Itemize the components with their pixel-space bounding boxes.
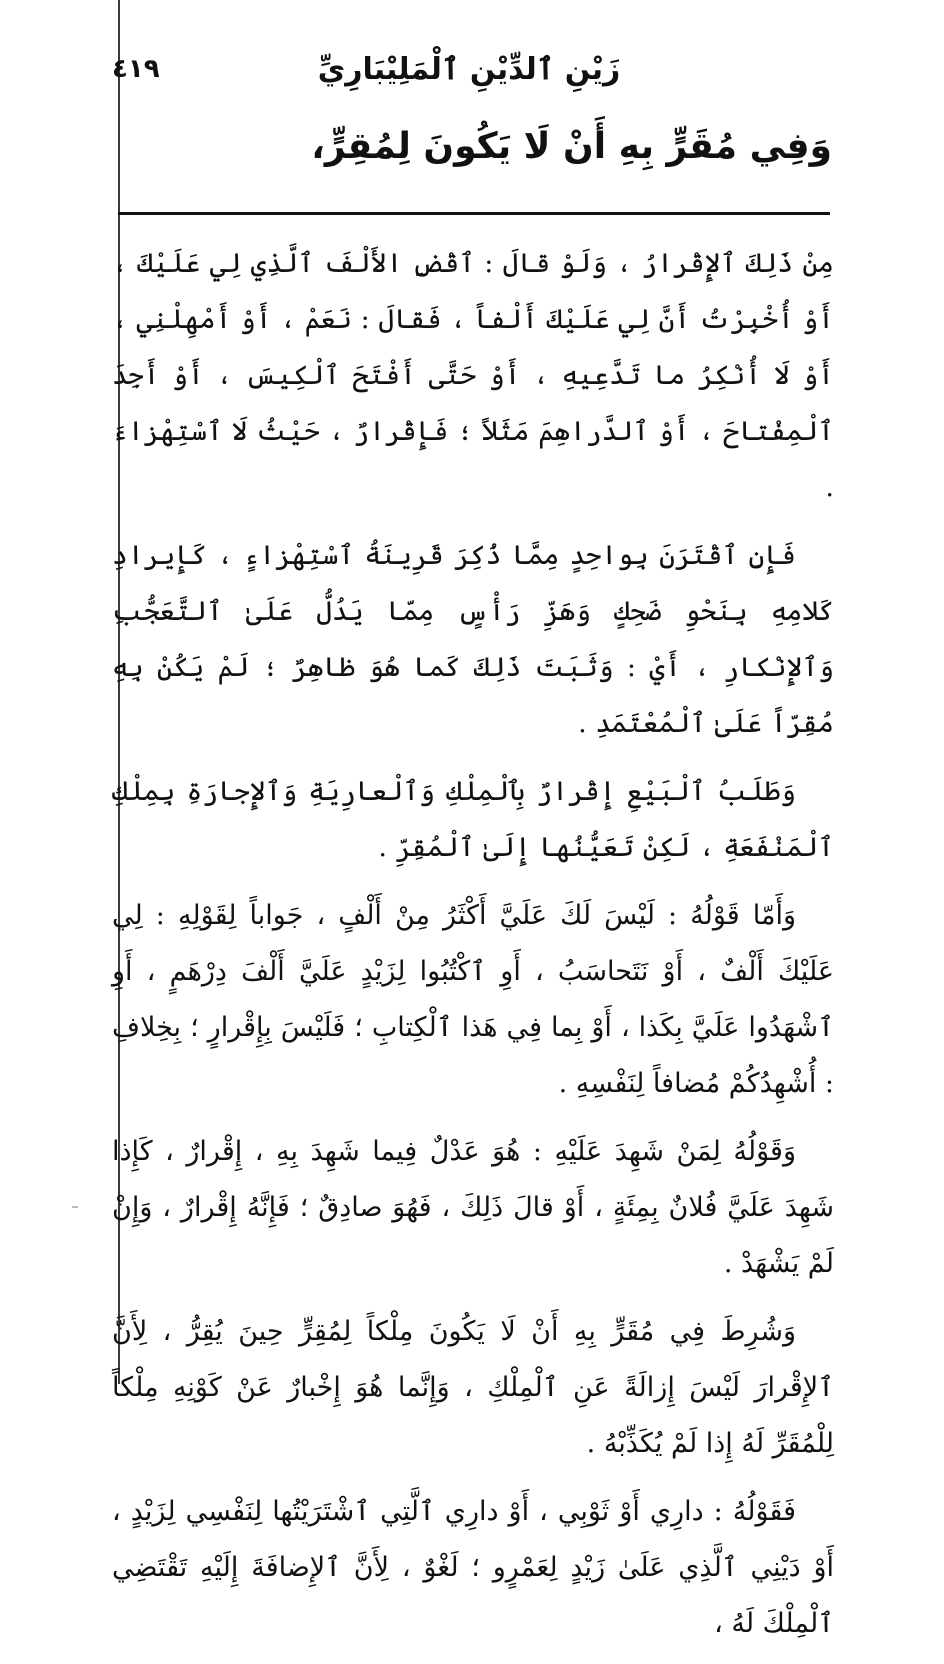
commentary-paragraph-6: وَشُرِطَ فِي مُقَرٍّ بِهِ أَنْ لَا يَكُونَ مِلْكاً لِمُقِرٍّ حِينَ يُقِرُّ ، لِأَنَّ ٱلإِقْرارَ لَيْسَ إِزالَةً عَنِ ٱلْمِلْكِ ، وَإِنَّما هُوَ إِخْبارٌ عَنْ كَوْنِهِ مِلْكاً لِلْمُقَرِّ لَهُ إِذا لَمْ يُكَذِّبْهُ . xyxy=(112,1316,834,1459)
commentary-body xyxy=(112,236,834,1664)
commentary-paragraph-1: مِنْ ذَلِكَ ٱلإِقْرارُ ، وَلَوْ قالَ : ٱقْضِ الأَلْفَ ٱلَّذِي لِي عَلَيْكَ ، أَوْ أُخْبِرْتُ أَنَّ لِي عَلَيْكَ أَلْفاً ، فَقالَ : نَعَمْ ، أَوْ أَمْهِلْنِي ، أَوْ لَا أُنْكِرُ ما تَدَّعِيهِ ، أَوْ حَتَّى أَفْتَحَ ٱلْكِيسَ ، أَوْ أَجِدَ ٱلْمِفْتاحَ ، أَوْ ٱلدَّراهِمَ مَثَلاً ؛ فَإِقْرارٌ ، حَيْثُ لَا ٱسْتِهْزاءَ . xyxy=(112,248,834,503)
page-number: ٤١٩ xyxy=(112,54,160,84)
commentary-paragraph-4: وَأَمّا قَوْلُهُ : لَيْسَ لَكَ عَلَيَّ أَكْثَرُ مِنْ أَلْفٍ ، جَواباً لِقَوْلِهِ : لِي عَلَيْكَ أَلْفٌ ، أَوْ نَتَحاسَبُ ، أَوِ ٱكْتُبُوا لِزَيْدٍ عَلَيَّ أَلْفَ دِرْهَمٍ ، أَوِ ٱشْهَدُوا عَلَيَّ بِكَذا ، أَوْ بِما فِي هَذا ٱلْكِتابِ ؛ فَلَيْسَ بِإِقْرارٍ ؛ بِخِلافِ : أُشْهِدُكُمْ مُضافاً لِنَفْسِهِ . xyxy=(112,900,834,1099)
commentary-paragraph-2: فَإِنِ ٱقْتَرَنَ بِواحِدٍ مِمَّا ذُكِرَ قَرِينَةُ ٱسْتِهْزاءٍ ، كَإِيرادِ كَلامِهِ بِنَحْوِ ضَحِكٍ وَهَزِّ رَأْسٍ مِمّا يَدُلُّ عَلَىٰ ٱلتَّعَجُّبِ وَٱلإِنْكارِ ، أَيْ : وَثَبَتَ ذَلِكَ كَما هُوَ ظاهِرٌ ؛ لَمْ يَكُنْ بِهِ مُقِرّاً عَلَىٰ ٱلْمُعْتَمَدِ . xyxy=(112,540,834,739)
separator-rule xyxy=(118,212,830,215)
matn-text: وَفِي مُقَرٍّ بِهِ أَنْ لَا يَكُونَ لِمُقِرٍّ، xyxy=(311,126,832,167)
commentary-paragraph-3: وَطَلَبُ ٱلْبَيْعِ إِقْرارٌ بِٱلْمِلْكِ وَٱلْعارِيَةِ وَٱلإِجارَةِ بِمِلْكِ ٱلْمَنْفَعَةِ ، لَكِنْ تَعَيُّنُها إِلَىٰ ٱلْمُقِرِّ . xyxy=(112,776,834,863)
commentary-paragraph-5: وَقَوْلُهُ لِمَنْ شَهِدَ عَلَيْهِ : هُوَ عَدْلٌ فِيما شَهِدَ بِهِ ، إِقْرارٌ ، كَإِذا شَهِدَ عَلَيَّ فُلانٌ بِمِئَةٍ ، أَوْ قالَ ذَلِكَ ، فَهُوَ صادِقٌ ؛ فَإِنَّهُ إِقْرارٌ ، وَإِنْ لَمْ يَشْهَدْ . xyxy=(112,1136,834,1279)
stray-mark xyxy=(72,1206,78,1208)
page-header xyxy=(108,50,830,100)
running-title: زَيْنِ ٱلدِّيْنِ ٱلْمَلِيْبَارِيِّ xyxy=(317,52,621,87)
commentary-paragraph-7: فَقَوْلُهُ : دارِي أَوْ ثَوْبِي ، أَوْ دارِي ٱلَّتِي ٱشْتَرَيْتُها لِنَفْسِي لِزَيْدٍ ، أَوْ دَيْنِي ٱلَّذِي عَلَىٰ زَيْدٍ لِعَمْرٍو ؛ لَغْوٌ ، لِأَنَّ ٱلإِضافَةَ إِلَيْهِ تَقْتَضِي ٱلْمِلْكَ لَهُ ، xyxy=(112,1496,834,1639)
